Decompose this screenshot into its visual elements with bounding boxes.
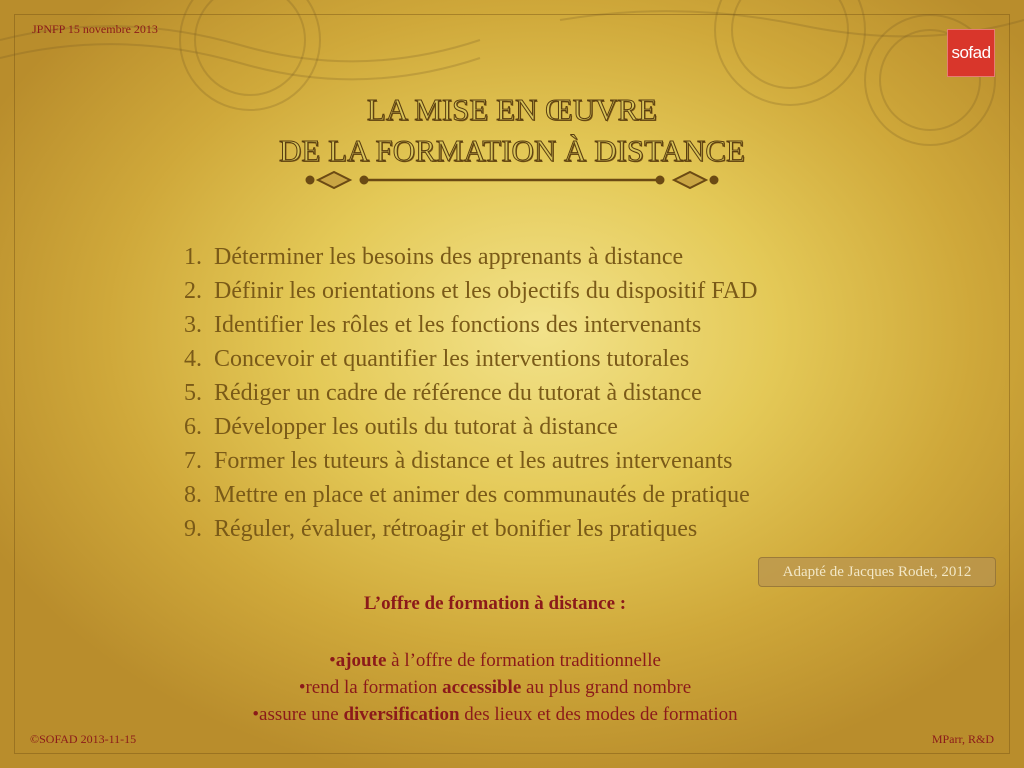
sofad-logo: sofad	[947, 29, 995, 77]
offer-list	[0, 647, 990, 728]
list-item: 3. Identifier les rôles et les fonctions des intervenants	[184, 312, 702, 338]
list-item: 8. Mettre en place et animer des communautés de pratique	[184, 482, 750, 508]
list-item: 6. Développer les outils du tutorat à distance	[184, 414, 618, 440]
footer-copyright: ©SOFAD 2013-11-15	[30, 732, 137, 746]
offer-heading: L’offre de formation à distance :	[363, 593, 627, 614]
list-item: 5. Rédiger un cadre de référence du tutorat à distance	[184, 380, 702, 406]
footer-author: MParr, R&D	[931, 732, 994, 746]
list-item: 2. Définir les orientations et les objectifs du dispositif FAD	[184, 278, 758, 304]
source-attribution-badge: Adapté de Jacques Rodet, 2012	[758, 557, 996, 587]
list-item: •ajoute à l’offre de formation traditionnelle	[329, 650, 661, 671]
list-item: •assure une diversification des lieux et des modes de formation	[252, 704, 738, 725]
list-item: 4. Concevoir et quantifier les interventions tutorales	[184, 346, 690, 372]
list-item: •rend la formation accessible au plus grand nombre	[298, 677, 692, 698]
list-item: 7. Former les tuteurs à distance et les autres intervenants	[184, 448, 733, 474]
steps-list	[160, 240, 757, 546]
list-item: 1. Déterminer les besoins des apprenants à distance	[184, 244, 684, 270]
list-item: 9. Réguler, évaluer, rétroagir et bonifier les pratiques	[184, 516, 698, 542]
slide-title-line2: DE LA FORMATION À DISTANCE	[279, 133, 745, 168]
event-label: JPNFP 15 novembre 2013	[32, 22, 158, 36]
slide-title-line1: LA MISE EN ŒUVRE	[366, 92, 658, 127]
title-ornament-divider	[298, 168, 726, 192]
